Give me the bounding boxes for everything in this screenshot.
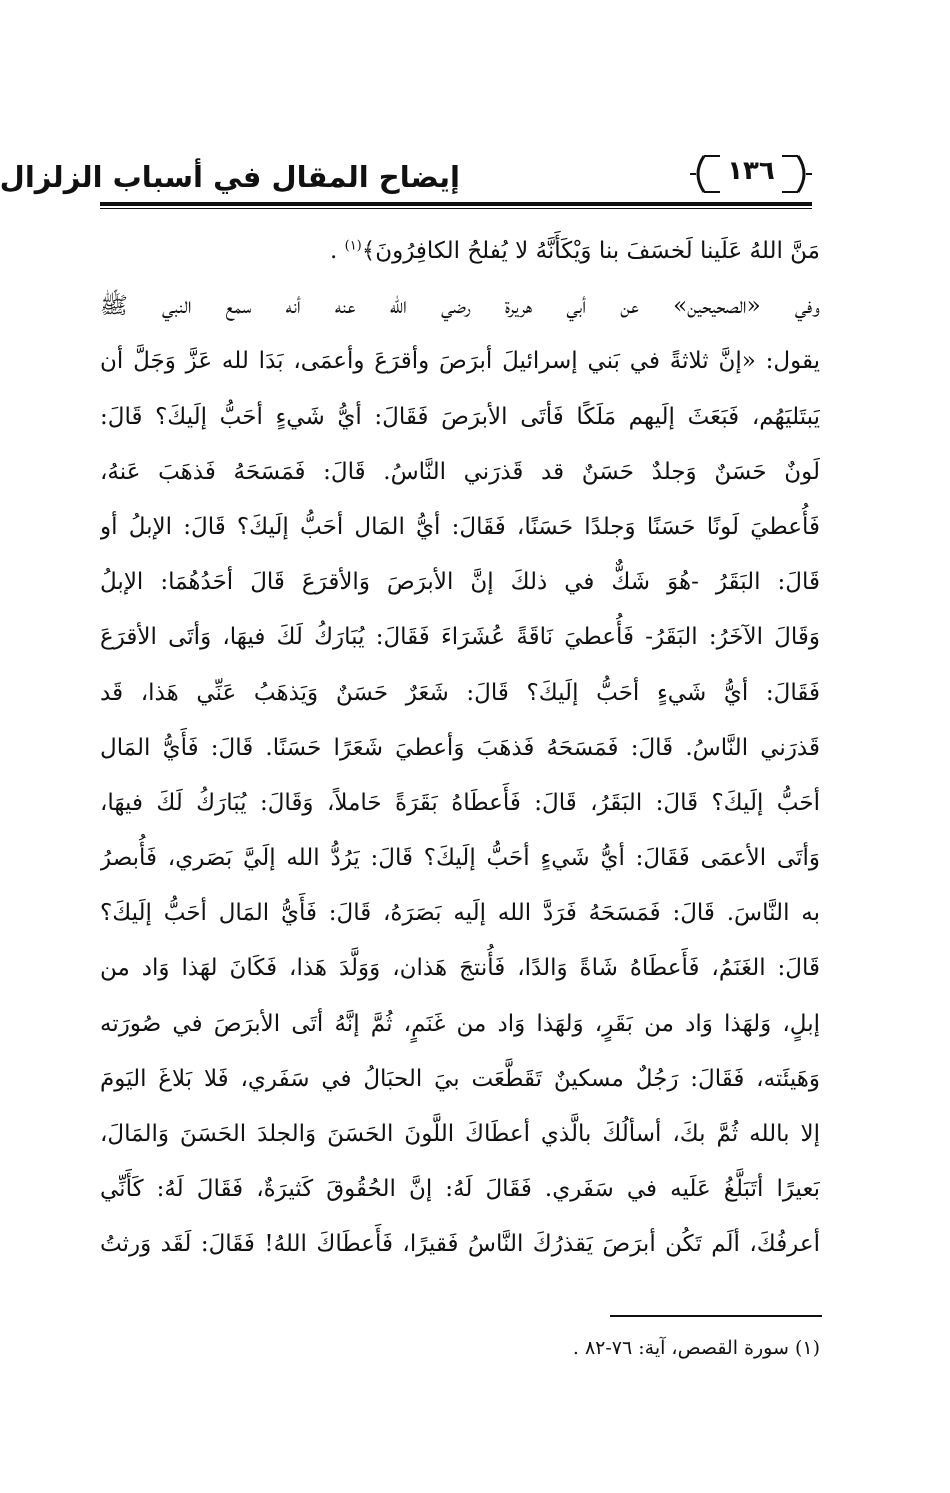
text-line [100,224,820,279]
text-line: به النَّاسَ. قَالَ: فَمَسَحَهُ فَرَدَّ الله إلَيه بَصَرَهُ، قَالَ: فَأَيُّ المَال أحَبُّ إلَيكَ؟ [100,900,820,927]
book-title: إيضاح المقال في أسباب الزلزال [0,160,460,194]
main-text [100,224,820,1273]
text-line: لَونٌ حَسَنٌ وَجلدٌ حَسَنٌ قد قَذرَني النَّاسُ. قَالَ: فَمَسَحَهُ فَذهَبَ عَنهُ، [100,458,820,485]
text-line: يَبتَليَهُم، فَبَعَثَ إلَيهم مَلَكًا فَأتَى الأبرَصَ فَقَالَ: أيُّ شَيءٍ أحَبُّ إلَيكَ؟ قَالَ: [100,403,820,430]
text-line: أحَبُّ إلَيكَ؟ قَالَ: البَقَرُ، قَالَ: فَأَعطَاهُ بَقَرَةً حَاملاً، وَقَالَ: يُبَارَكُ لَكَ فيهَا، [100,789,820,816]
text-line: إبلٍ، وَلهَذا وَاد من بَقَرٍ، وَلهَذا وَاد من غَنَمٍ، ثُمَّ إنَّهُ أتَى الأبرَصَ في صُورَته [100,1010,820,1037]
text-line: وفي «الصحيحين» عن أبي هريرة رضي الله عنه أنه سمع النبي ﷺ [100,293,820,320]
text-line: قَالَ: البَقَرُ -هُوَ شَكٌّ في ذلكَ إنَّ الأبرَصَ وَالأقرَعَ قَالَ أحَدُهُمَا: الإبلُ [100,569,820,596]
text-line: قَذرَني النَّاسُ. قَالَ: فَمَسَحَهُ فَذهَبَ وَأعطيَ شَعَرًا حَسَنًا. قَالَ: فَأَيُّ المَال [100,734,820,761]
text-line: قَالَ: الغَنَمُ، فَأَعطَاهُ شَاةً وَالدًا، فَأُنتجَ هَذان، وَوَلَّدَ هَذا، فَكَانَ لهَذا وَاد من [100,955,820,982]
text-line: يقول: «إنَّ ثلاثةً في بَني إسرائيلَ أبرَصَ وأقرَعَ وأعمَى، بَدَا لله عَزَّ وَجَلَّ أن [100,348,820,375]
text-line: وَقَالَ الآخَرُ: البَقَرُ- فَأُعطيَ نَاقَةً عُشَرَاءَ فَقَالَ: يُبَارَكُ لَكَ فيهَا، وَأتَى الأقرَعَ [100,624,820,651]
text-line: أعرفُكَ، ألَم تَكُن أبرَصَ يَقذرُكَ النَّاسُ فَقيرًا، فَأَعطَاكَ اللهُ! فَقَالَ: لَقَد وَرثتُ [100,1231,820,1258]
text-line: وَهَيئَته، فَقَالَ: رَجُلٌ مسكينٌ تَقَطَّعَت بيَ الحبَالُ في سَفَري، فَلا بَلاغَ اليَومَ [100,1065,820,1092]
footnote: (١) سورة القصص، آية: ٧٦-٨٢ . [572,1337,820,1359]
line-text: مَنَّ اللهُ عَلَينا لَخسَفَ بنا وَيْكَأَنَّهُ لا يُفلحُ الكافِرُونَ﴾ [361,238,820,264]
page-number-badge [690,150,812,198]
running-header [0,150,852,208]
text-line: فَقَالَ: أيُّ شَيءٍ أحَبُّ إلَيكَ؟ قَالَ: شَعَرٌ حَسَنٌ وَيَذهَبُ عَنِّي هَذا، قَد [100,679,820,706]
text-line: وَأتَى الأعمَى فَقَالَ: أيُّ شَيءٍ أحَبُّ إلَيكَ؟ قَالَ: يَرُدُّ الله إلَيَّ بَصَري، فَأُبصرُ [100,845,820,872]
footnote-reference: (١) [344,238,362,254]
line-end: . [329,238,345,264]
footnote-separator [610,1315,822,1317]
text-line: فَأُعطيَ لَونًا حَسَنًا وَجلدًا حَسَنًا، فَقَالَ: أيُّ المَال أحَبُّ إلَيكَ؟ قَالَ: الإبلُ أو [100,513,820,540]
page-number: ١٣٦ [727,156,775,186]
header-rule-thin [100,208,812,209]
text-line: إلا بالله ثُمَّ بكَ، أسألُكَ بالَّذي أعطَاكَ اللَّونَ الحَسَنَ وَالجلدَ الحَسَنَ وَالمَالَ، [100,1121,820,1147]
header-rule [100,202,812,206]
text-line: بَعيرًا أتَبَلَّغُ عَلَيه في سَفَري. فَقَالَ لَهُ: إنَّ الحُقُوقَ كَثيرَةٌ، فَقَالَ لَهُ: كَأَنِّي [100,1176,820,1203]
